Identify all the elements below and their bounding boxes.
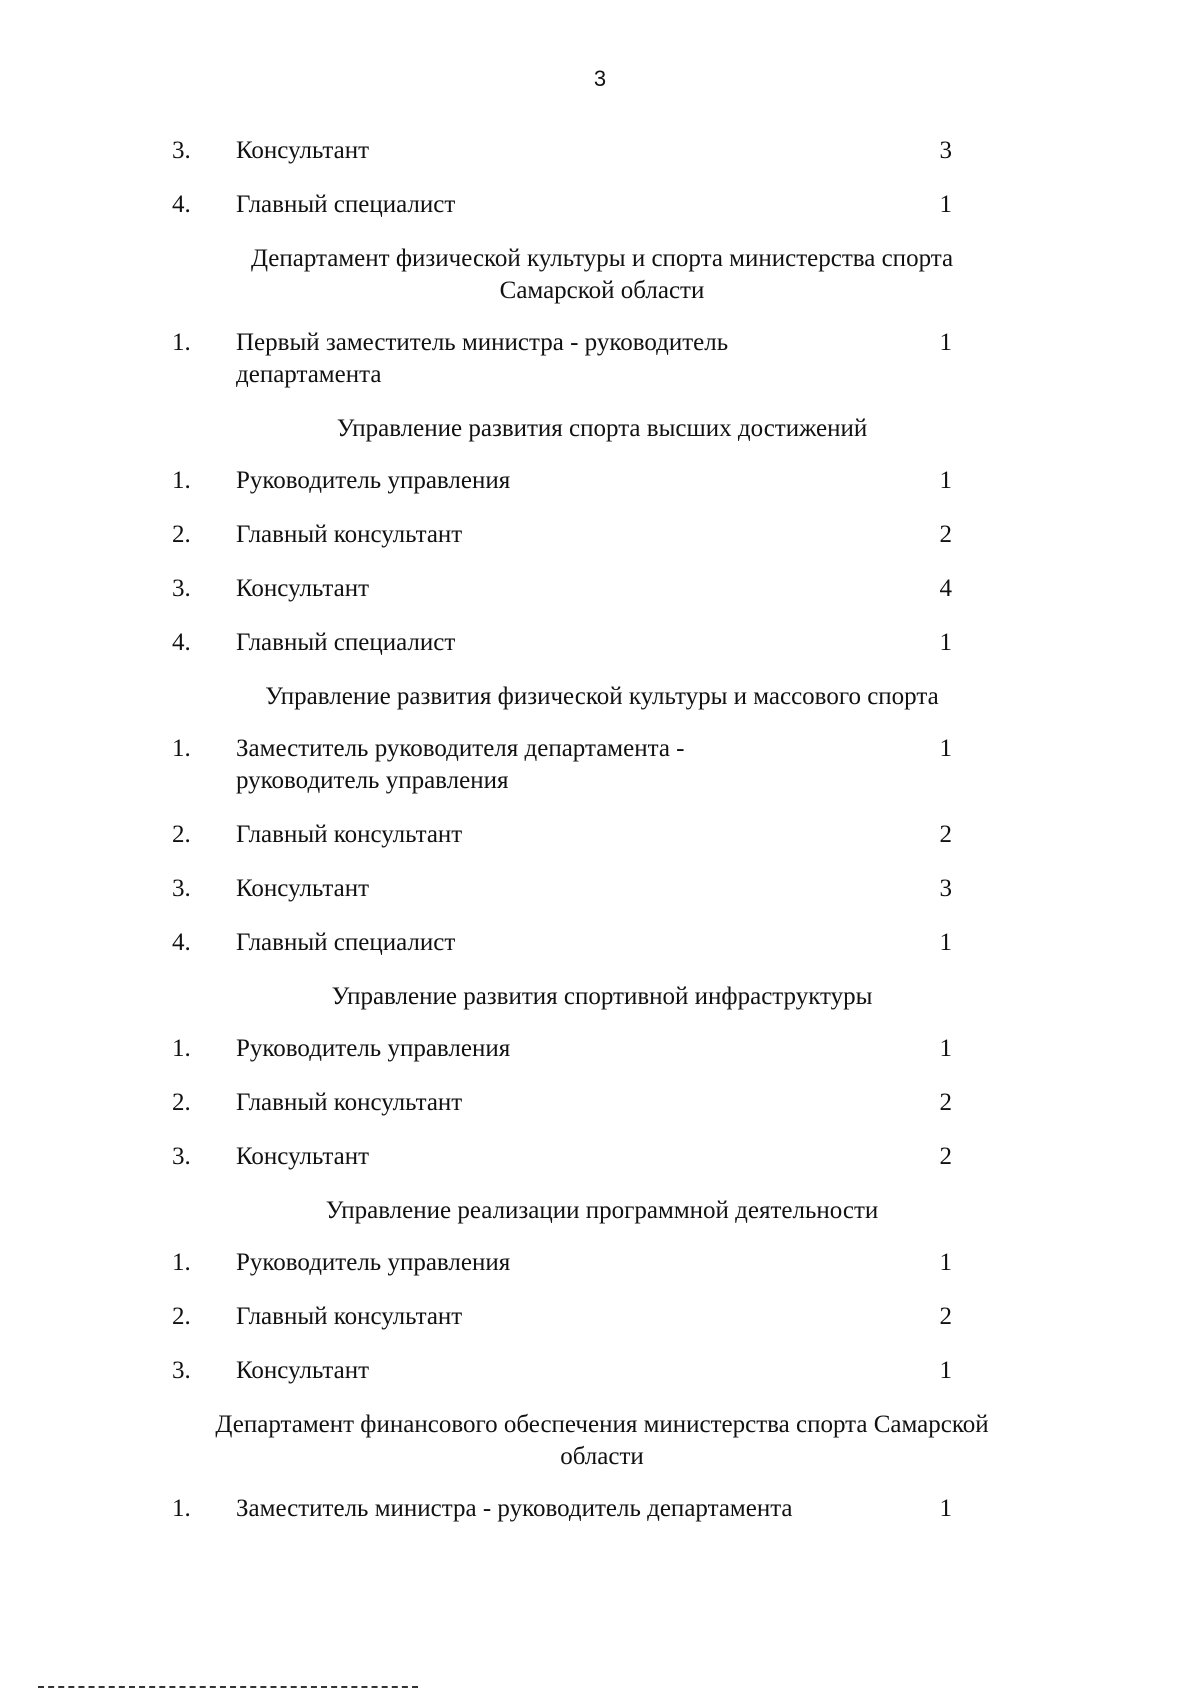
position-count: 2 bbox=[939, 1089, 952, 1116]
position-title: Главный специалист bbox=[236, 191, 456, 218]
position-number: 1. bbox=[172, 735, 191, 762]
footer-rule bbox=[38, 1686, 418, 1688]
position-title: Первый заместитель министра - руководитель департамента bbox=[236, 329, 729, 388]
position-number: 2. bbox=[172, 1303, 191, 1330]
section-heading: Департамент финансового обеспечения министерства спорта Самарской области bbox=[215, 1411, 989, 1470]
position-number: 1. bbox=[172, 1249, 191, 1276]
position-row bbox=[172, 819, 992, 851]
section-heading: Управление развития спортивной инфраструктуры bbox=[331, 983, 873, 1010]
position-title: Руководитель управления bbox=[236, 1249, 511, 1276]
position-title: Консультант bbox=[236, 575, 370, 602]
position-number: 2. bbox=[172, 1089, 191, 1116]
position-count: 1 bbox=[939, 1249, 952, 1276]
position-title: Заместитель министра - руководитель департамента bbox=[236, 1495, 793, 1522]
position-title: Главный консультант bbox=[236, 521, 463, 548]
position-title: Консультант bbox=[236, 1143, 370, 1170]
position-count: 3 bbox=[939, 875, 952, 902]
position-row bbox=[172, 135, 992, 167]
position-title: Консультант bbox=[236, 875, 370, 902]
position-title: Главный специалист bbox=[236, 929, 456, 956]
position-count: 1 bbox=[939, 735, 952, 762]
position-row bbox=[172, 927, 992, 959]
position-number: 4. bbox=[172, 929, 191, 956]
position-number: 3. bbox=[172, 875, 191, 902]
position-count: 1 bbox=[939, 929, 952, 956]
position-count: 1 bbox=[939, 1357, 952, 1384]
position-row bbox=[172, 1247, 992, 1279]
position-count: 1 bbox=[939, 467, 952, 494]
section-heading: Управление развития спорта высших достижений bbox=[336, 415, 868, 442]
position-row bbox=[172, 1355, 992, 1387]
position-row bbox=[172, 733, 992, 797]
staff-list bbox=[172, 135, 992, 1547]
position-row bbox=[172, 627, 992, 659]
position-title: Консультант bbox=[236, 137, 370, 164]
position-number: 3. bbox=[172, 1143, 191, 1170]
position-count: 4 bbox=[939, 575, 952, 602]
section-heading: Департамент физической культуры и спорта министерства спорта Самарской области bbox=[250, 245, 954, 304]
page-number: 3 bbox=[593, 66, 607, 91]
position-title: Главный консультант bbox=[236, 1303, 463, 1330]
position-row bbox=[172, 873, 992, 905]
position-row bbox=[172, 573, 992, 605]
position-number: 1. bbox=[172, 467, 191, 494]
position-number: 1. bbox=[172, 1495, 191, 1522]
section-heading: Управление развития физической культуры и массового спорта bbox=[265, 683, 939, 710]
position-number: 3. bbox=[172, 575, 191, 602]
position-count: 1 bbox=[939, 191, 952, 218]
position-row bbox=[172, 327, 992, 391]
position-number: 3. bbox=[172, 1357, 191, 1384]
position-count: 2 bbox=[939, 1303, 952, 1330]
position-count: 3 bbox=[939, 137, 952, 164]
position-number: 2. bbox=[172, 821, 191, 848]
position-number: 1. bbox=[172, 329, 191, 356]
position-count: 1 bbox=[939, 329, 952, 356]
position-title: Главный консультант bbox=[236, 1089, 463, 1116]
position-count: 2 bbox=[939, 821, 952, 848]
position-count: 1 bbox=[939, 1495, 952, 1522]
position-title: Руководитель управления bbox=[236, 1035, 511, 1062]
position-row bbox=[172, 189, 992, 221]
position-number: 1. bbox=[172, 1035, 191, 1062]
position-title: Главный консультант bbox=[236, 821, 463, 848]
position-title: Руководитель управления bbox=[236, 467, 511, 494]
position-row bbox=[172, 1141, 992, 1173]
position-row bbox=[172, 1493, 992, 1525]
position-row bbox=[172, 1033, 992, 1065]
position-title: Главный специалист bbox=[236, 629, 456, 656]
position-count: 1 bbox=[939, 629, 952, 656]
position-count: 2 bbox=[939, 1143, 952, 1170]
position-row bbox=[172, 1301, 992, 1333]
position-number: 4. bbox=[172, 629, 191, 656]
position-title: Заместитель руководителя департамента - руководитель управления bbox=[236, 735, 685, 794]
section-heading: Управление реализации программной деятельности bbox=[325, 1197, 879, 1224]
position-row bbox=[172, 519, 992, 551]
position-count: 2 bbox=[939, 521, 952, 548]
position-row bbox=[172, 1087, 992, 1119]
position-title: Консультант bbox=[236, 1357, 370, 1384]
position-number: 3. bbox=[172, 137, 191, 164]
position-number: 4. bbox=[172, 191, 191, 218]
position-count: 1 bbox=[939, 1035, 952, 1062]
position-row bbox=[172, 465, 992, 497]
position-number: 2. bbox=[172, 521, 191, 548]
